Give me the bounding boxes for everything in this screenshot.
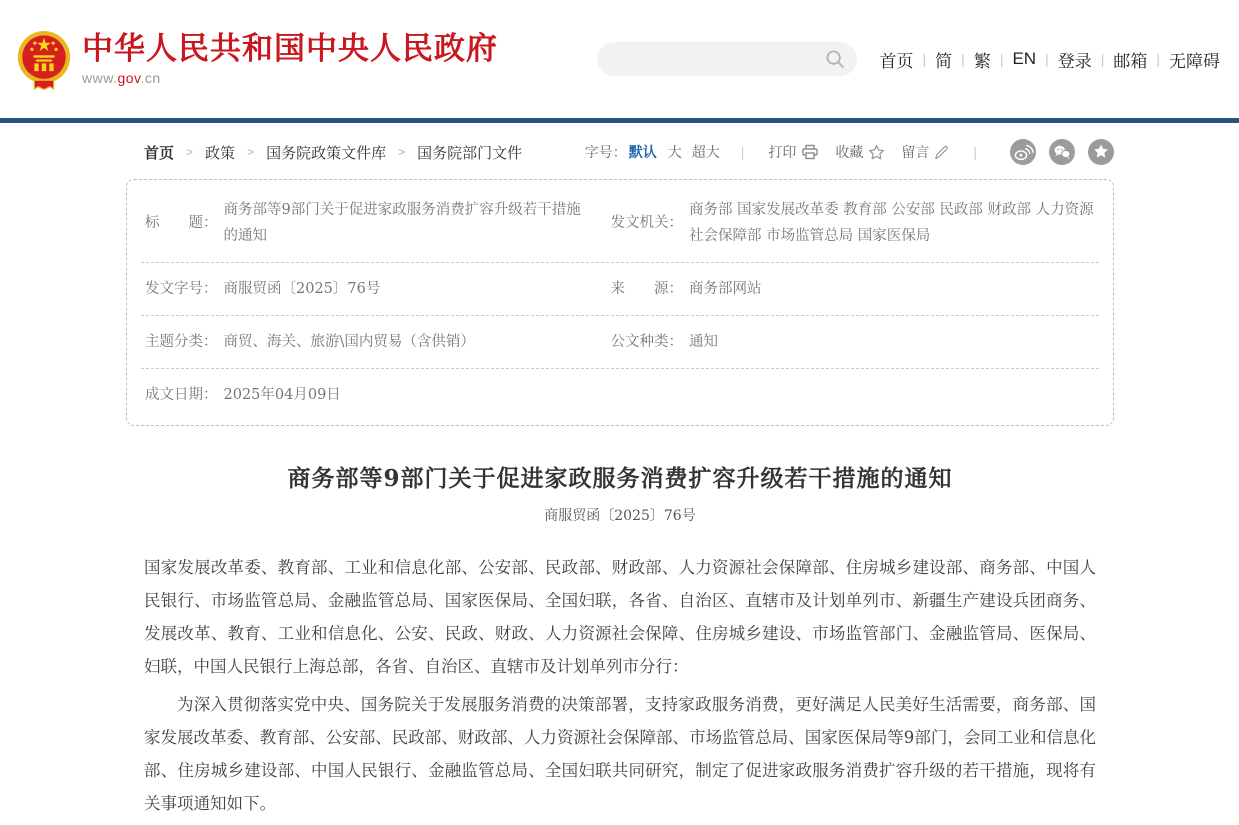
meta-date-label: 成文日期： — [145, 387, 218, 404]
document-body — [126, 551, 1114, 820]
breadcrumb-policy-library[interactable]: 国务院政策文件库 — [266, 144, 387, 162]
body-paragraph-recipients: 国家发展改革委、教育部、工业和信息化部、公安部、民政部、财政部、人力资源社会保障部、住房城乡建设部、商务部、中国人民银行、市场监管总局、金融监管总局、国家医保局、全国妇联，各省、自治区、直辖市及计划单列市、新疆生产建设兵团商务、发展改革、教育、工业和信息化、公安、民政、财政、人力资源社会保障、住房城乡建设、市场监管部门、金融监管局、医保局、妇联，中国人民银行上海总部，各省、自治区、直辖市及计划单列市分行： — [144, 558, 1096, 677]
wechat-share-icon[interactable] — [1049, 139, 1075, 165]
meta-topic-label: 主题分类： — [145, 334, 218, 351]
favorite-share-icon[interactable] — [1088, 139, 1114, 165]
nav-english[interactable]: EN — [1012, 49, 1037, 68]
breadcrumb-separator: > — [398, 145, 406, 159]
breadcrumb — [144, 142, 522, 163]
meta-type-value: 通知 — [689, 334, 718, 351]
meta-date-value: 2025年04月09日 — [223, 387, 341, 404]
meta-issuer-value: 商务部 国家发展改革委 教育部 公安部 民政部 财政部 人力资源社会保障部 市场监管总局 国家医保局 — [689, 202, 1094, 245]
meta-row-topic-type — [141, 316, 1099, 369]
fontsize-large-button[interactable]: 大 — [667, 144, 682, 160]
search-input[interactable] — [597, 42, 857, 76]
meta-title-value: 商务部等9部门关于促进家政服务消费扩容升级若干措施的通知 — [223, 202, 581, 245]
fontsize-default-button[interactable]: 默认 — [628, 144, 657, 160]
fontsize-xlarge-button[interactable]: 超大 — [691, 144, 720, 160]
document-title: 商务部等9部门关于促进家政服务消费扩容升级若干措施的通知 — [287, 465, 953, 493]
breadcrumb-policy[interactable]: 政策 — [205, 144, 236, 162]
nav-login[interactable]: 登录 — [1057, 51, 1092, 71]
meta-source-label: 来 源： — [610, 281, 683, 298]
document-meta-table — [126, 179, 1114, 426]
favorite-button[interactable]: 收藏 — [835, 142, 885, 162]
weibo-share-icon[interactable] — [1010, 139, 1036, 165]
search-icon[interactable] — [825, 49, 845, 69]
meta-issuer-label: 发文机关： — [610, 215, 683, 232]
star-icon — [868, 144, 885, 161]
site-title: 中华人民共和国中央人民政府 — [82, 30, 498, 66]
pencil-icon — [934, 145, 949, 160]
national-emblem-icon — [15, 30, 73, 92]
nav-home[interactable]: 首页 — [879, 51, 914, 71]
site-url: www.gov.cn — [82, 70, 161, 87]
printer-icon — [801, 144, 819, 160]
fontsize-label: 字号： — [584, 144, 627, 160]
site-brand[interactable] — [15, 26, 498, 92]
body-paragraph-intro: 为深入贯彻落实党中央、国务院关于发展服务消费的决策部署，支持家政服务消费，更好满足人民美好生活需要，商务部、国家发展改革委、教育部、公安部、民政部、财政部、人力资源社会保障部、市场监管总局、国家医保局等9部门，会同工业和信息化部、住房城乡建设部、中国人民银行、金融监管总局、全国妇联共同研究，制定了促进家政服务消费扩容升级的若干措施，现将有关事项通知如下。 — [144, 695, 1096, 814]
site-header — [0, 0, 1239, 118]
meta-source-value: 商务部网站 — [689, 281, 762, 298]
meta-row-title-issuer — [141, 184, 1099, 263]
breadcrumb-separator: > — [186, 145, 194, 159]
nav-mail[interactable]: 邮箱 — [1113, 51, 1148, 71]
search-box[interactable] — [597, 42, 857, 76]
main-content — [126, 123, 1114, 820]
comment-button[interactable]: 留言 — [901, 142, 949, 162]
nav-traditional[interactable]: 繁 — [973, 51, 991, 71]
document-number: 商服贸函〔2025〕76号 — [544, 508, 696, 525]
meta-topic-value: 商贸、海关、旅游\国内贸易（含供销） — [223, 334, 475, 351]
share-icons — [997, 139, 1114, 165]
article-toolbar: 字号： 默认 大 超大 | 打印 收藏 留言 | — [585, 139, 1114, 165]
breadcrumb-home[interactable]: 首页 — [144, 144, 175, 162]
meta-docno-value: 商服贸函〔2025〕76号 — [223, 281, 381, 298]
nav-simplified[interactable]: 简 — [935, 51, 953, 71]
top-nav: 首页 | 简 | 繁 | EN | 登录 | 邮箱 | 无障碍 — [871, 47, 1229, 72]
meta-title-label: 标 题： — [145, 215, 218, 232]
print-button[interactable]: 打印 — [768, 142, 819, 162]
nav-accessibility[interactable]: 无障碍 — [1169, 51, 1220, 71]
breadcrumb-separator: > — [247, 145, 255, 159]
meta-docno-label: 发文字号： — [145, 281, 218, 298]
meta-row-docno-source — [141, 263, 1099, 316]
meta-row-date — [141, 369, 1099, 421]
meta-type-label: 公文种类： — [610, 334, 683, 351]
breadcrumb-department-docs[interactable]: 国务院部门文件 — [417, 144, 523, 162]
